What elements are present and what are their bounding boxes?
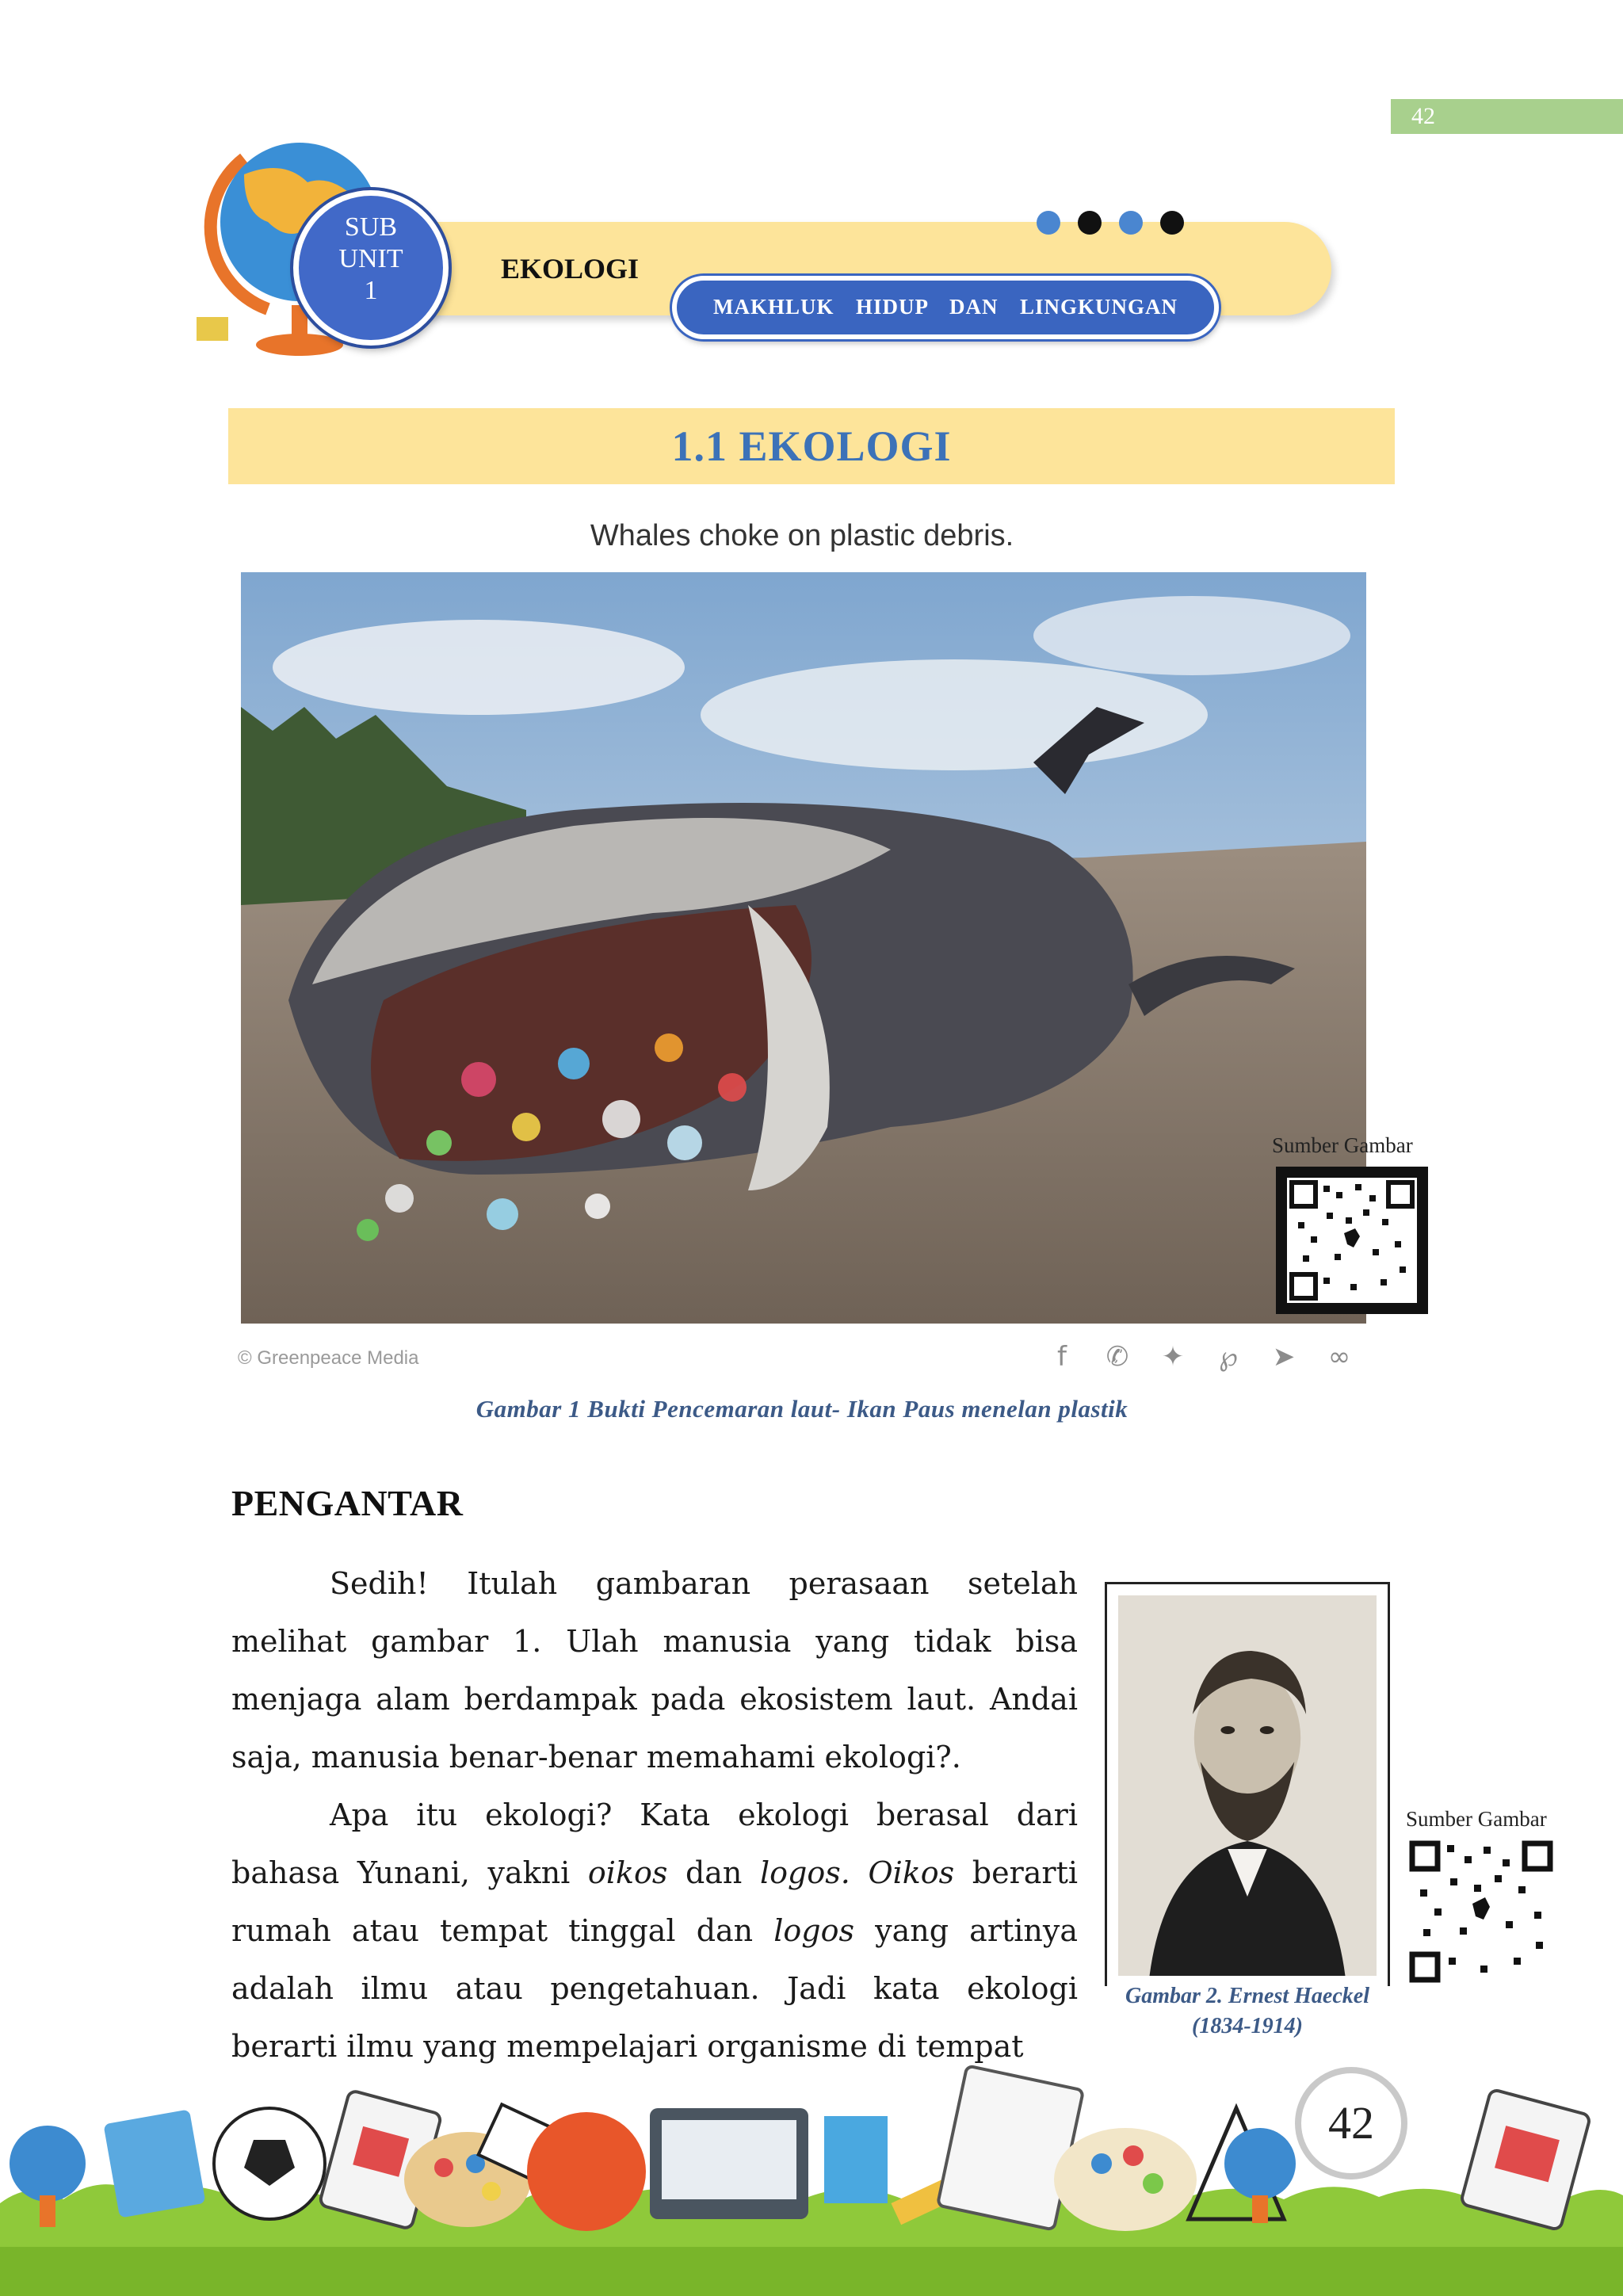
sub-unit-badge [293, 190, 449, 346]
link-icon[interactable]: ∞ [1327, 1341, 1351, 1373]
figure1-heading: Whales choke on plastic debris. [590, 519, 1014, 552]
text-span: dan [667, 1855, 761, 1890]
telegram-icon[interactable]: ➤ [1272, 1341, 1296, 1373]
figure2-source-label: Sumber Gambar [1406, 1807, 1547, 1831]
decorative-dots [1037, 211, 1184, 235]
term-oikos-2: Oikos [868, 1855, 955, 1890]
term-logos-2: logos [773, 1913, 855, 1948]
dot [1037, 211, 1060, 235]
qr-code-icon [1287, 1178, 1417, 1303]
figure1-source-label: Sumber Gambar [1272, 1133, 1413, 1157]
sub-unit-label-2: UNIT [338, 244, 403, 273]
pinterest-icon[interactable]: ℘ [1219, 1341, 1238, 1373]
share-icons [1044, 1339, 1357, 1374]
term-logos: logos. [760, 1855, 850, 1890]
text-span: yang artinya adalah ilmu atau pengetahuan. Jadi kata ekologi berarti ilmu yang mempelajari organisme di tempat [231, 1913, 1078, 2064]
figure2-qr-code[interactable] [1407, 1839, 1555, 1985]
section-title: 1.1 EKOLOGI [671, 422, 952, 470]
figure1-caption: Gambar 1 Bukti Pencemaran laut- Ikan Paus menelan plastik [475, 1395, 1128, 1423]
twitter-icon[interactable]: ✦ [1161, 1341, 1185, 1373]
sub-unit-number: 1 [364, 276, 378, 305]
text-span [850, 1855, 869, 1890]
whale-plastic-photo [241, 572, 1366, 1324]
banner-title: EKOLOGI [501, 253, 640, 285]
intro-body [231, 1555, 1078, 2076]
text-span: berarti rumah atau tempat tinggal dan [231, 1855, 1078, 1948]
intro-paragraph-2 [231, 1786, 1078, 2076]
dot [1160, 211, 1184, 235]
page-number-footer: 42 [1295, 2067, 1407, 2179]
page-number-tab: 42 [1391, 99, 1623, 134]
figure2-caption [1105, 1981, 1390, 2042]
facebook-icon[interactable]: f [1057, 1341, 1067, 1373]
whatsapp-icon[interactable]: ✆ [1106, 1341, 1129, 1373]
dot [1119, 211, 1143, 235]
photo-credit: © Greenpeace Media [238, 1347, 419, 1369]
figure1-qr-code[interactable] [1276, 1167, 1428, 1314]
banner-subtitle: MAKHLUK HIDUP DAN LINGKUNGAN [672, 276, 1219, 339]
intro-heading: PENGANTAR [231, 1483, 464, 1523]
dot [1078, 211, 1102, 235]
figure2-caption-line-1: Gambar 2. Ernest Haeckel [1125, 1984, 1369, 2008]
figure2-frame [1105, 1582, 1390, 1986]
term-oikos: oikos [587, 1855, 668, 1890]
ernest-haeckel-portrait [1118, 1595, 1377, 1976]
figure2-caption-line-2: (1834-1914) [1192, 2014, 1303, 2038]
sub-unit-label-1: SUB [344, 212, 398, 242]
text-span: Apa itu ekologi? Kata ekologi berasal dari bahasa Yunani, yakni [231, 1797, 1078, 1890]
intro-paragraph-1: Sedih! Itulah gambaran perasaan setelah melihat gambar 1. Ulah manusia yang tidak bisa menjaga alam berdampak pada ekosistem laut. Andai saja, manusia benar-benar memahami ekologi?. [231, 1566, 1078, 1775]
